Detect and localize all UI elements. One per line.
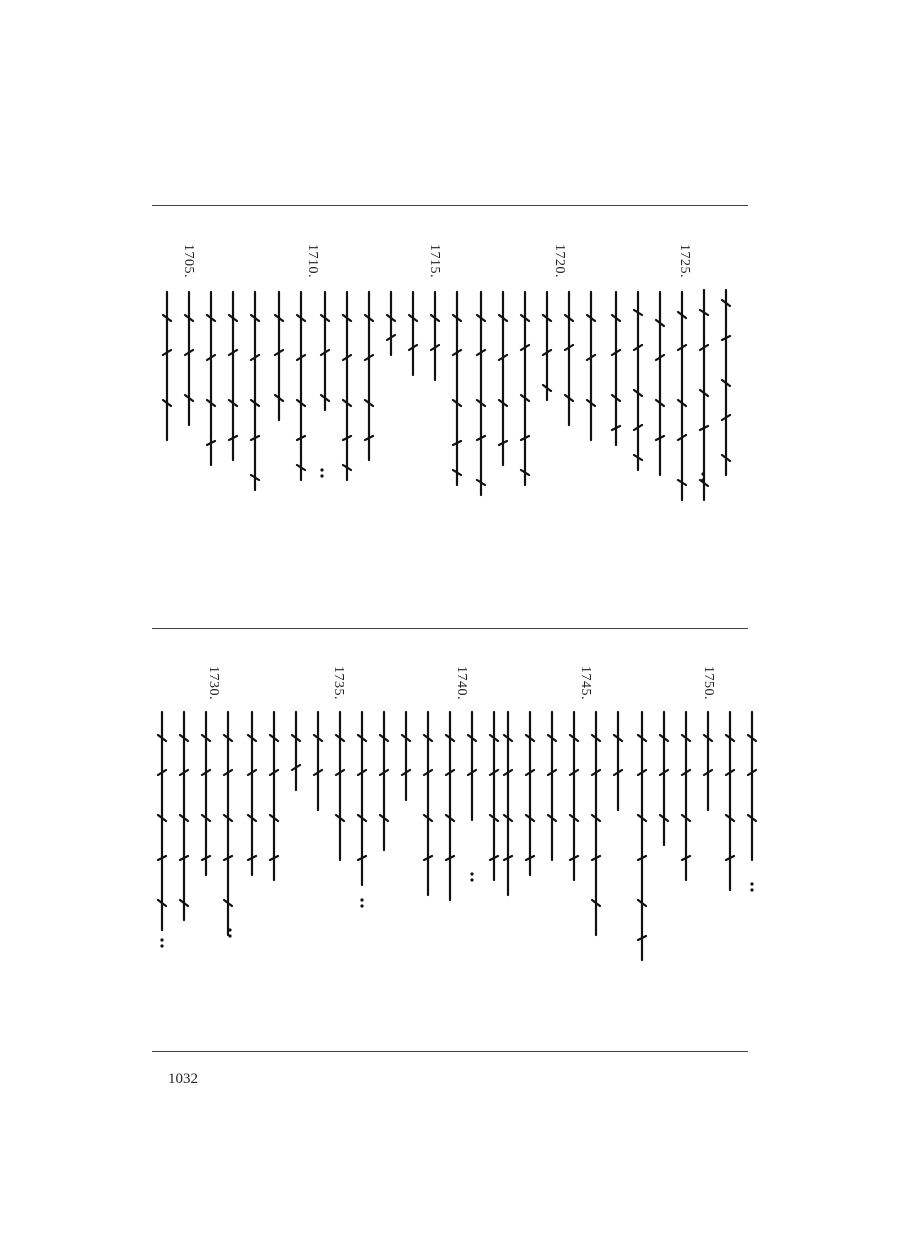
punctuation-dot <box>701 472 704 475</box>
script-line <box>365 292 373 460</box>
script-line <box>722 290 730 475</box>
script-line <box>634 292 642 470</box>
script-line <box>526 712 534 875</box>
punctuation-dot <box>160 938 163 941</box>
script-line <box>682 712 690 880</box>
script-line <box>446 712 454 900</box>
line-number-1720: 1720. <box>552 244 567 278</box>
line-number-1725: 1725. <box>677 244 692 278</box>
script-line <box>477 292 485 495</box>
script-line <box>224 712 232 935</box>
script-line <box>336 712 344 860</box>
script-line <box>543 292 551 400</box>
script-line <box>521 292 529 485</box>
script-line <box>490 712 498 880</box>
script-line <box>251 292 259 490</box>
line-number-1715: 1715. <box>427 244 442 278</box>
script-line <box>343 292 351 480</box>
line-number-1735: 1735. <box>331 666 346 700</box>
page-number: 1032 <box>168 1071 198 1087</box>
script-line <box>297 292 305 480</box>
script-line <box>548 712 556 860</box>
script-line <box>565 292 573 425</box>
line-number-1745: 1745. <box>578 666 593 700</box>
script-line <box>700 290 708 500</box>
script-line <box>163 292 171 440</box>
script-line <box>358 712 366 885</box>
script-line <box>207 292 215 465</box>
script-line <box>202 712 210 875</box>
script-line <box>614 712 622 810</box>
script-line <box>185 292 193 425</box>
script-line <box>431 292 439 380</box>
script-line <box>638 712 646 960</box>
line-number-1705: 1705. <box>181 244 196 278</box>
script-line <box>678 292 686 500</box>
script-line <box>424 712 432 895</box>
script-line <box>229 292 237 460</box>
script-line <box>409 292 417 375</box>
punctuation-dot <box>470 872 473 875</box>
punctuation-dot <box>320 468 323 471</box>
script-line <box>726 712 734 890</box>
script-line <box>587 292 595 440</box>
script-line <box>380 712 388 850</box>
script-line <box>704 712 712 810</box>
script-line <box>504 712 512 895</box>
script-line <box>402 712 410 800</box>
punctuation-dot <box>360 898 363 901</box>
script-line <box>321 292 329 410</box>
script-line <box>612 292 620 445</box>
line-number-1740: 1740. <box>454 666 469 700</box>
line-number-1730: 1730. <box>206 666 221 700</box>
script-line <box>180 712 188 920</box>
script-line <box>660 712 668 845</box>
script-line <box>314 712 322 810</box>
script-line <box>270 712 278 880</box>
script-line <box>656 292 664 475</box>
script-line <box>592 712 600 935</box>
script-line <box>248 712 256 875</box>
script-line <box>275 292 283 420</box>
script-line <box>387 292 395 355</box>
punctuation-dot <box>228 928 231 931</box>
script-line <box>292 712 300 790</box>
script-line <box>468 712 476 820</box>
line-number-1710: 1710. <box>305 244 320 278</box>
line-number-1750: 1750. <box>701 666 716 700</box>
script-line <box>748 712 756 860</box>
script-line <box>453 292 461 485</box>
script-line <box>499 292 507 465</box>
script-line <box>158 712 166 930</box>
punctuation-dot <box>750 882 753 885</box>
script-line <box>570 712 578 880</box>
